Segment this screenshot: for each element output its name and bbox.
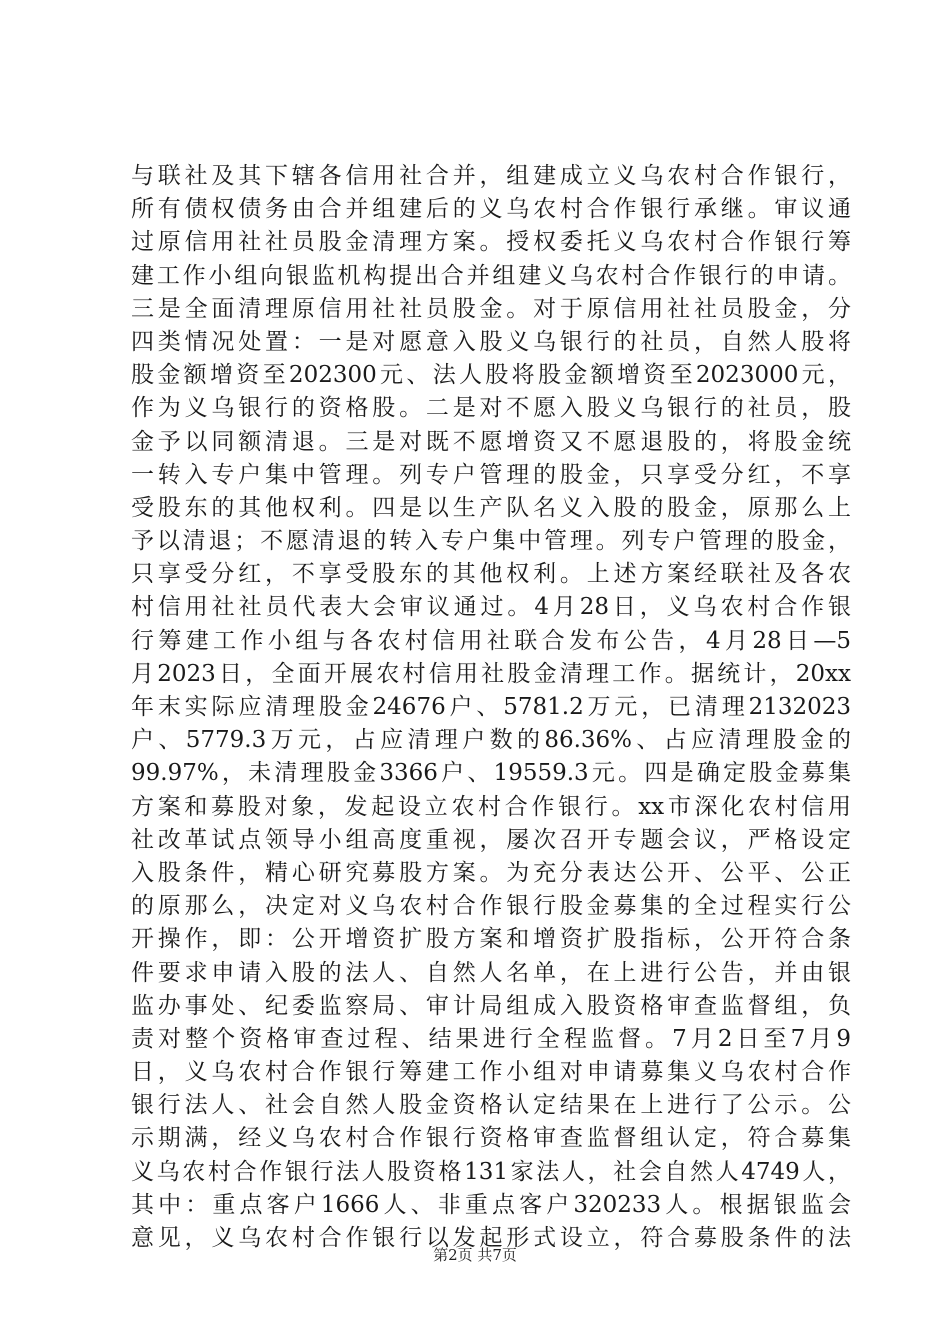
text-line: 三是全面清理原信用社社员股金。对于原信用社社员股金，分 (131, 295, 851, 322)
text-line: 开操作，即：公开增资扩股方案和增资扩股指标，公开符合条 (131, 926, 851, 953)
text-line: 过原信用社社员股金清理方案。授权委托义乌农村合作银行筹 (131, 229, 851, 256)
text-line: 村信用社社员代表大会审议通过。4月28日，义乌农村合作银 (131, 594, 851, 621)
text-line: 建工作小组向银监机构提出合并组建义乌农村合作银行的申请。 (131, 262, 851, 289)
text-line: 作为义乌银行的资格股。二是对不愿入股义乌银行的社员，股 (131, 395, 851, 422)
text-line: 一转入专户集中管理。列专户管理的股金，只享受分红，不享 (131, 461, 851, 488)
text-line: 社改革试点领导小组高度重视，屡次召开专题会议，严格设定 (131, 826, 851, 853)
text-line: 示期满，经义乌农村合作银行资格审查监督组认定，符合募集 (131, 1125, 851, 1152)
page-footer (0, 1244, 950, 1265)
text-line: 予以清退；不愿清退的转入专户集中管理。列专户管理的股金， (131, 528, 851, 555)
text-line: 意见，义乌农村合作银行以发起形式设立，符合募股条件的法 (131, 1225, 851, 1251)
text-line: 监办事处、纪委监察局、审计局组成入股资格审查监督组，负 (131, 992, 851, 1019)
text-line: 方案和募股对象，发起设立农村合作银行。xx市深化农村信用 (131, 793, 851, 820)
text-line: 入股条件，精心研究募股方案。为充分表达公开、公平、公正 (131, 859, 851, 886)
text-line: 义乌农村合作银行法人股资格131家法人，社会自然人4749人， (131, 1158, 851, 1185)
body-text (131, 160, 851, 1255)
text-line: 的原那么，决定对义乌农村合作银行股金募集的全过程实行公 (131, 893, 851, 920)
text-line: 日，义乌农村合作银行筹建工作小组对申请募集义乌农村合作 (131, 1059, 851, 1086)
text-line: 其中：重点客户1666人、非重点客户320233人。根据银监会 (131, 1191, 851, 1218)
text-line: 四类情况处置：一是对愿意入股义乌银行的社员，自然人股将 (131, 328, 851, 355)
text-line: 只享受分红，不享受股东的其他权利。上述方案经联社及各农 (131, 561, 851, 588)
text-line: 户、5779.3万元，占应清理户数的86.36%、占应清理股金的 (131, 727, 851, 754)
text-line: 责对整个资格审查过程、结果进行全程监督。7月2日至7月9 (131, 1025, 851, 1052)
text-line: 金予以同额清退。三是对既不愿增资又不愿退股的，将股金统 (131, 428, 851, 455)
text-line: 银行法人、社会自然人股金资格认定结果在上进行了公示。公 (131, 1092, 851, 1119)
text-line: 月2023日，全面开展农村信用社股金清理工作。据统计，20xx (131, 660, 851, 687)
text-line: 受股东的其他权利。四是以生产队名义入股的股金，原那么上 (131, 494, 851, 521)
text-line: 股金额增资至202300元、法人股将股金额增资至2023000元， (131, 362, 851, 389)
text-line: 99.97%，未清理股金3366户、19559.3元。四是确定股金募集 (131, 760, 851, 787)
text-line: 与联社及其下辖各信用社合并，组建成立义乌农村合作银行， (131, 163, 851, 189)
page-number-label: 第2页 共7页 (433, 1246, 517, 1264)
text-line: 行筹建工作小组与各农村信用社联合发布公告，4月28日—5 (131, 627, 851, 654)
text-line: 所有债权债务由合并组建后的义乌农村合作银行承继。审议通 (131, 196, 851, 223)
text-line: 年末实际应清理股金24676户、5781.2万元，已清理2132023 (131, 694, 851, 720)
text-line: 件要求申请入股的法人、自然人名单，在上进行公告，并由银 (131, 959, 851, 986)
